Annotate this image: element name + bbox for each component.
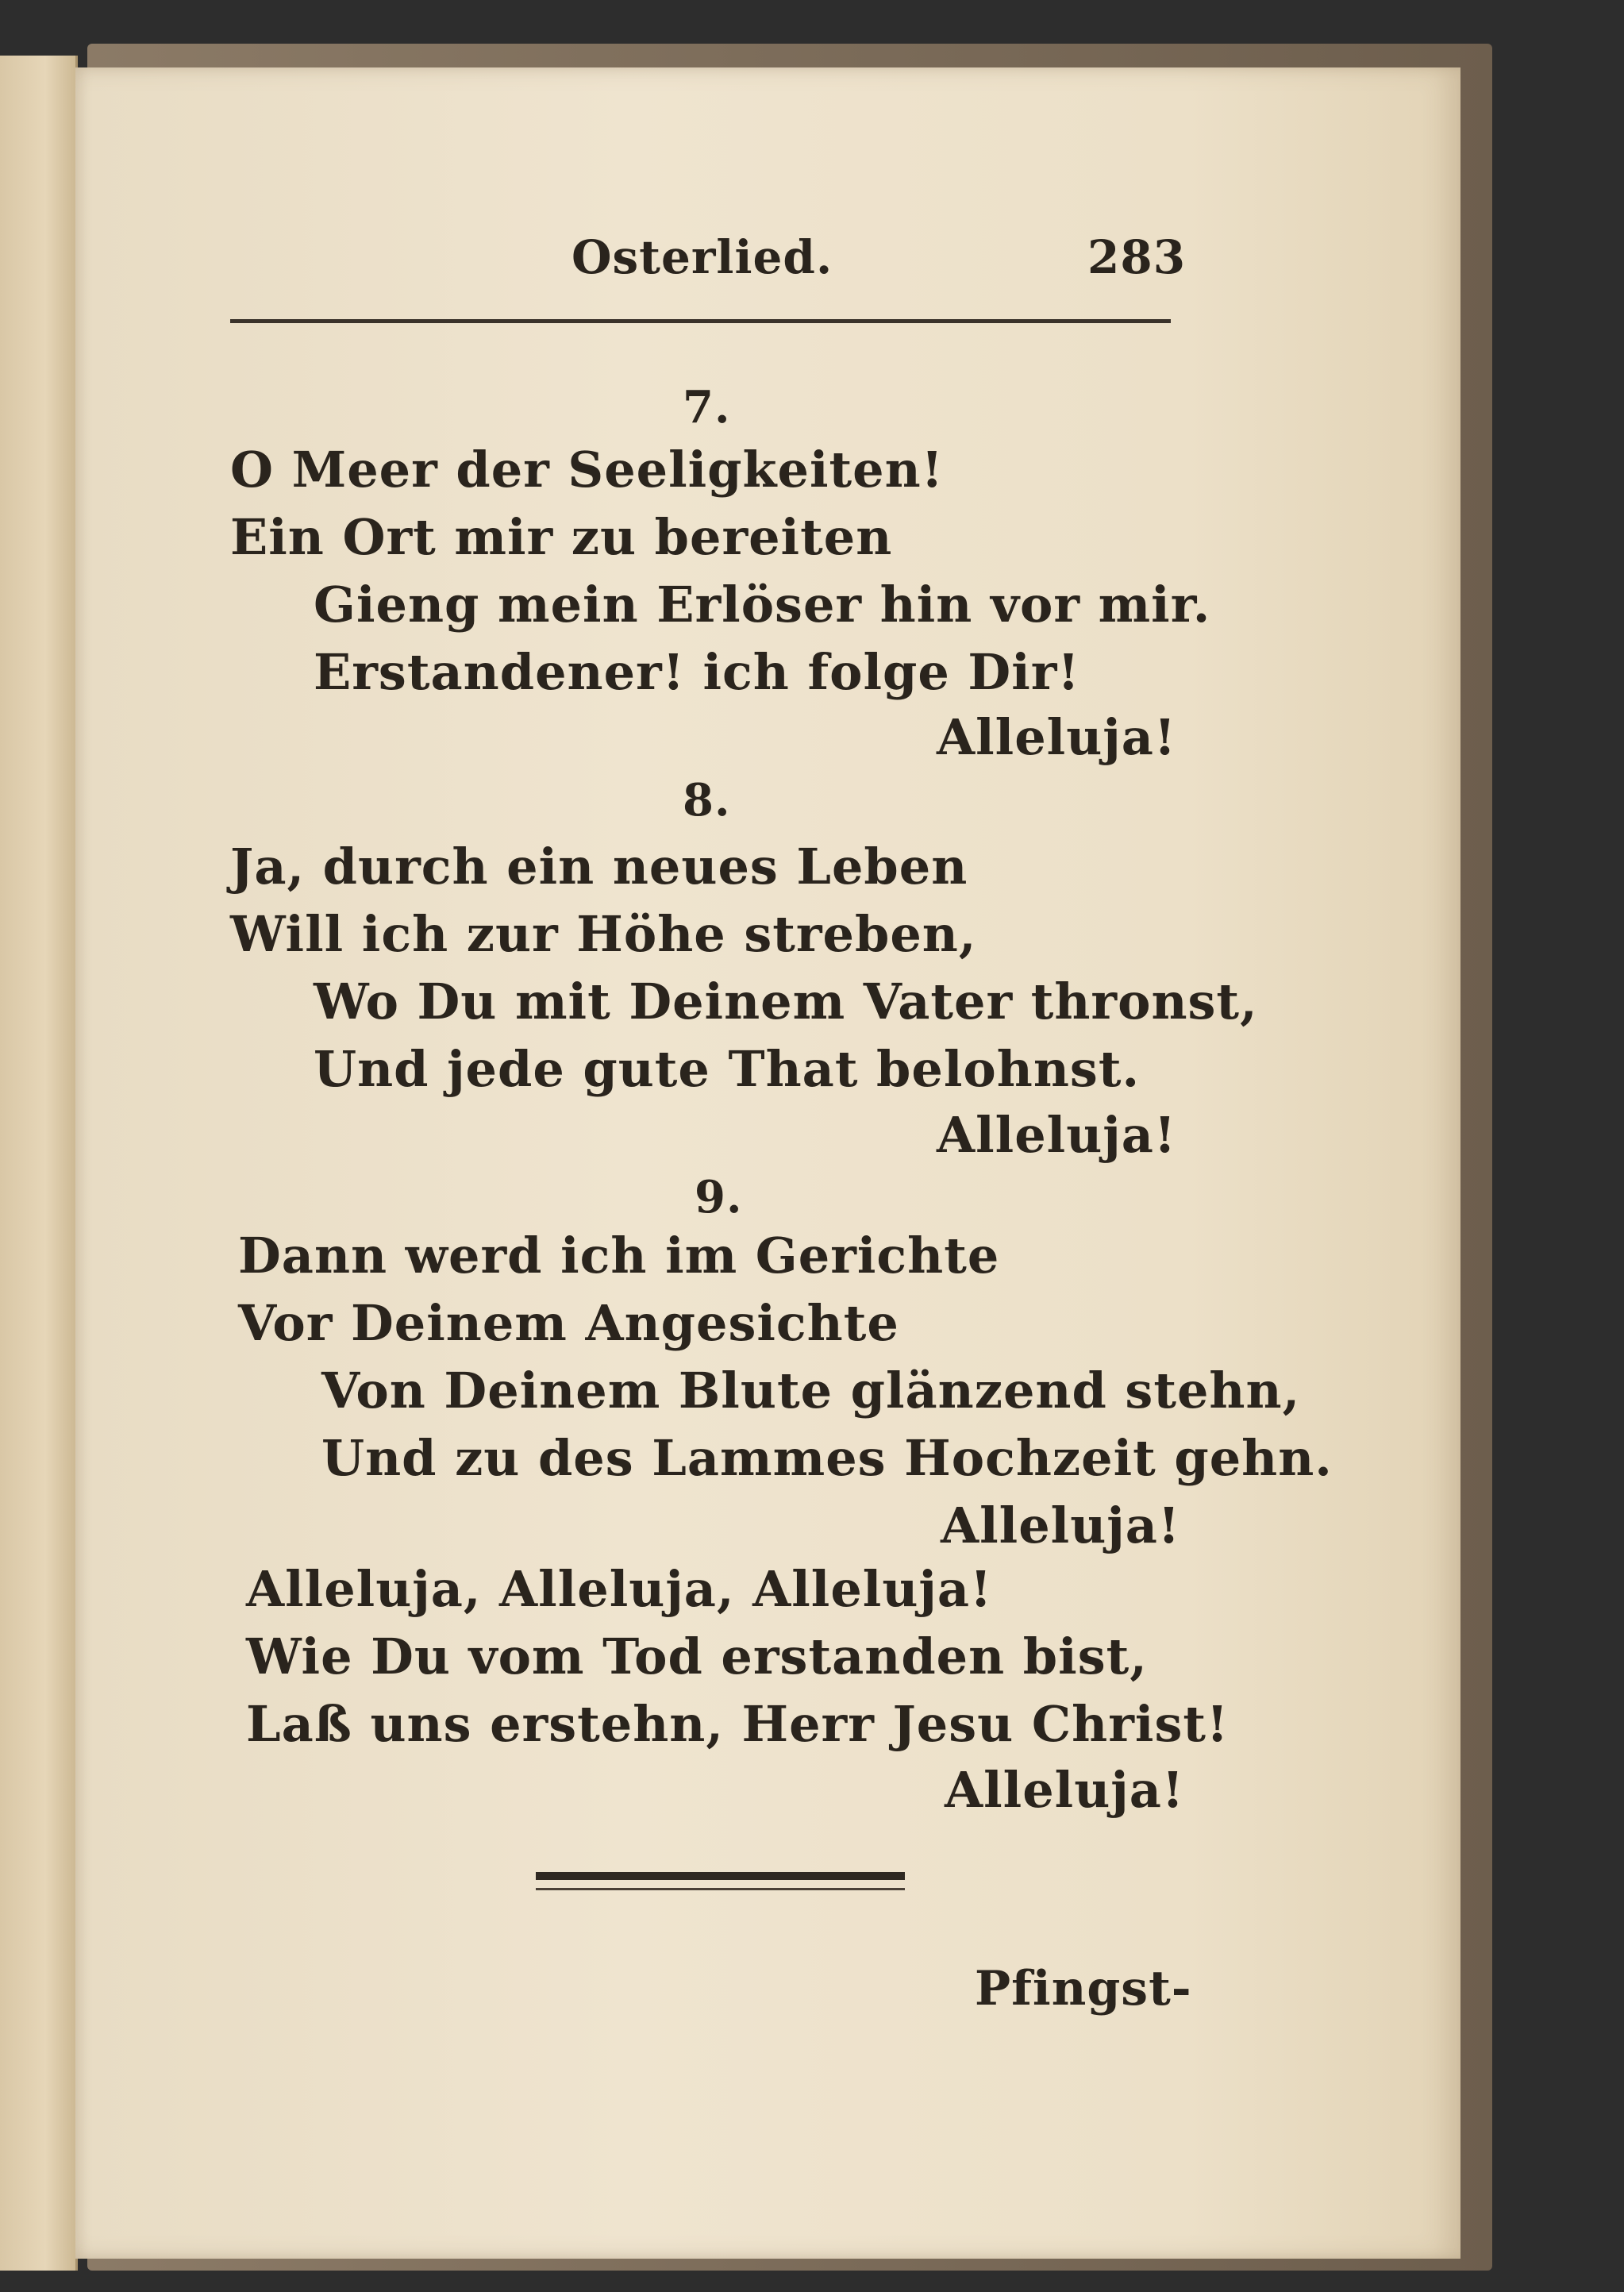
stanza-number-9: 9. xyxy=(695,1171,743,1223)
closing-rule-thick xyxy=(536,1872,905,1880)
verse-line: Und jede gute That belohnst. xyxy=(314,1040,1141,1098)
header-rule xyxy=(230,319,1171,323)
verse-line: Ein Ort mir zu bereiten xyxy=(230,508,893,566)
verse-line: Vor Deinem Angesichte xyxy=(238,1294,899,1352)
refrain-alleluja: Alleluja! xyxy=(937,1106,1177,1164)
refrain-alleluja: Alleluja! xyxy=(945,1761,1185,1819)
verse-line: Und zu des Lammes Hochzeit gehn. xyxy=(321,1429,1333,1487)
closing-line: Wie Du vom Tod erstanden bist, xyxy=(246,1628,1148,1685)
verse-line: Wo Du mit Deinem Vater thronst, xyxy=(314,973,1258,1030)
verse-line: O Meer der Seeligkeiten! xyxy=(230,441,944,499)
refrain-alleluja: Alleluja! xyxy=(937,708,1177,766)
verse-line: Ja, durch ein neues Leben xyxy=(230,838,968,896)
catchword: Pfingst- xyxy=(975,1961,1192,2017)
book-page xyxy=(75,67,1460,2259)
verse-line: Erstandener! ich folge Dir! xyxy=(314,643,1080,701)
verse-line: Will ich zur Höhe streben, xyxy=(230,905,977,963)
closing-line: Laß uns erstehn, Herr Jesu Christ! xyxy=(246,1695,1230,1753)
stanza-number-7: 7. xyxy=(683,381,731,433)
closing-line: Alleluja, Alleluja, Alleluja! xyxy=(246,1560,993,1618)
running-title: Osterlied. xyxy=(571,230,833,284)
stanza-number-8: 8. xyxy=(683,774,731,826)
verse-line: Von Deinem Blute glänzend stehn, xyxy=(321,1362,1301,1419)
previous-page-edge xyxy=(0,56,78,2271)
verse-line: Dann werd ich im Gerichte xyxy=(238,1227,1000,1285)
closing-rule-thin xyxy=(536,1888,905,1890)
refrain-alleluja: Alleluja! xyxy=(941,1497,1181,1554)
verse-line: Gieng mein Erlöser hin vor mir. xyxy=(314,576,1211,634)
page-number: 283 xyxy=(1087,230,1187,284)
